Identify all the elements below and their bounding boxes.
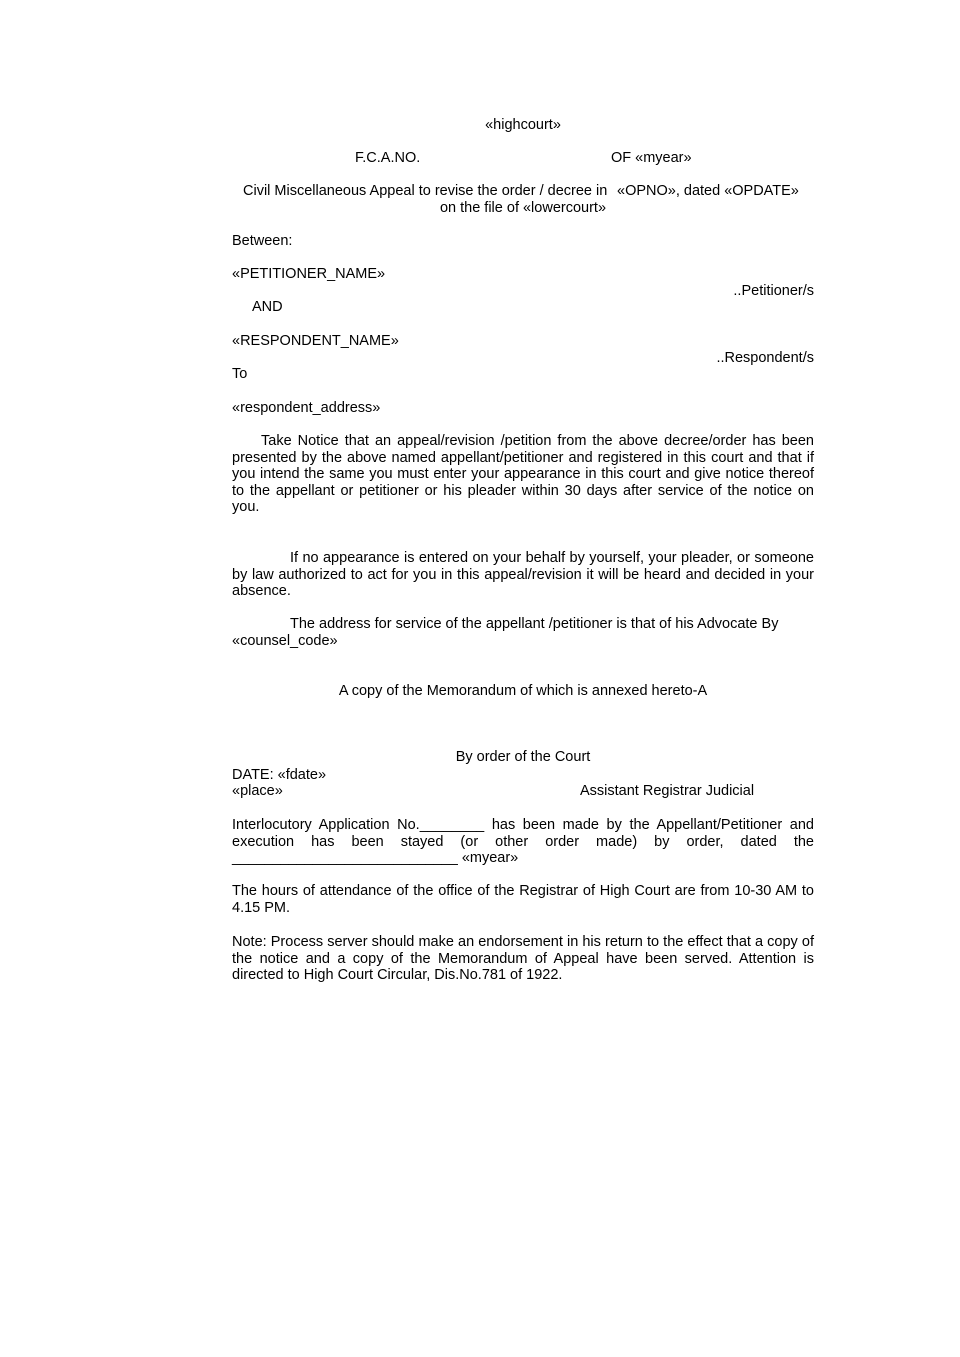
no-appearance-paragraph: If no appearance is entered on your behalf by yourself, your pleader, or someone by law authorized to act for you in this appeal/revision it will be heard and decided in your absence. <box>232 550 814 599</box>
signatory-title: Assistant Registrar Judicial <box>580 783 755 799</box>
notice-paragraph: Take Notice that an appeal/revision /petition from the above decree/order has been presented by the above named appellant/petitioner and registered in this court and that if you intend the same you must enter your appearance in this court and give notice thereof to the appellant or petitioner or his pleader within 30 days after service of the notice on you. <box>232 433 814 515</box>
respondent-role: ..Respondent/s <box>716 350 814 366</box>
place-line: «place» <box>232 783 283 799</box>
petitioner-name: «PETITIONER_NAME» <box>232 266 386 282</box>
advocate-address-paragraph: The address for service of the appellant /petitioner is that of his Advocate By «counsel_code» <box>232 616 779 649</box>
appeal-description-line-2: on the file of «lowercourt» <box>439 200 607 216</box>
to-label: To <box>232 366 248 382</box>
appeal-description-line-1: Civil Miscellaneous Appeal to revise the order / decree in <box>243 183 608 199</box>
appeal-opno-date: «OPNO», dated «OPDATE» <box>617 183 799 199</box>
between-label: Between: <box>232 233 293 249</box>
date-line: DATE: «fdate» <box>232 767 327 783</box>
interlocutory-application-paragraph: Interlocutory Application No.________ has been made by the Appellant/Petitioner and execution has been stayed (or other order made) by order, dated the ____________________________ «myear» <box>232 817 814 866</box>
case-number-label: F.C.A.NO. <box>355 150 421 166</box>
by-order-line: By order of the Court <box>455 749 591 765</box>
memorandum-line: A copy of the Memorandum of which is annexed hereto-A <box>338 683 708 699</box>
respondent-name: «RESPONDENT_NAME» <box>232 333 399 349</box>
case-year-label: OF «myear» <box>611 150 692 166</box>
court-name: «highcourt» <box>485 117 561 133</box>
and-label: AND <box>252 299 283 315</box>
petitioner-role: ..Petitioner/s <box>733 283 814 299</box>
office-hours-paragraph: The hours of attendance of the office of the Registrar of High Court are from 10-30 AM to 4.15 PM. <box>232 883 814 916</box>
process-server-note: Note: Process server should make an endorsement in his return to the effect that a copy of the notice and a copy of the Memorandum of Appeal have been served. Attention is directed to High Court Circular, Dis.No.781 of 1922. <box>232 934 814 983</box>
respondent-address: «respondent_address» <box>232 400 381 416</box>
